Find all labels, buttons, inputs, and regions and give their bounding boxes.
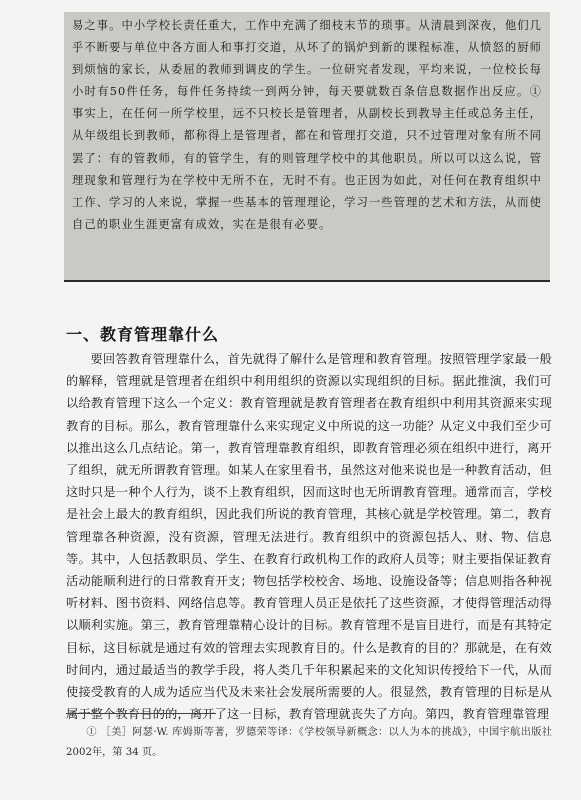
- footnote: ① ［美］阿瑟·W. 库姆斯等著，罗德荣等译：《学校领导新概念：以人为本的挑战》，中国宇航出版社 2002年，第 34 页。: [66, 727, 552, 758]
- footnote-separator: [66, 713, 216, 714]
- section-heading: 一、教育管理靠什么: [66, 325, 220, 344]
- shaded-passage-box: [64, 12, 550, 282]
- body-paragraph: 要回答教育管理靠什么，首先就得了解什么是管理和教育管理。按照管理学家最一般的解释，管理就是管理者在组织中利用组织的资源以实现组织的目标。据此推演，我们可以给教育管理下这么一个定义：教育管理就是教育管理者在教育组织中利用其资源来实现教育的目标。那么，教育管理靠什么来实现定义中所说的这一功能？从定义中我们至少可以推出这么几点结论。第一，教育管理靠教育组织，即教育管理必须在组织中进行，离开了组织，就无所谓教育管理。如某人在家里看书，虽然这对他来说也是一种教育活动，但这时只是一种个人行为，谈不上教育组织，因而这时也无所谓教育管理。通常而言，学校是社会上最大的教育组织，因此我们所说的教育管理，其核心就是学校管理。第二，教育管理靠各种资源，没有资源，管理无法进行。教育组织中的资源包括人、财、物、信息等。其中，人包括教职员、学生、在教育行政机构工作的政府人员等；财主要指保证教育活动能顺利进行的日常教育开支；物包括学校校舍、场地、设施设备等；信息则指各种视听材料、图书资料、网络信息等。教育管理人员正是依托了这些资源，才使得管理活动得以顺利实施。第三，教育管理靠精心设计的目标。教育管理不是盲目进行，而是有其特定目标，这目标就是通过有效的管理去实现教育目的。什么是教育的目的？那就是，在有效时间内，通过最适当的教学手段，将人类几千年积累起来的文化知识传授给下一代，从而使接受教育的人成为适应当代及未来社会发展所需要的人。很显然，教育管理的目标是从属于整个教育目的的，离开了这一目标，教育管理就丧失了方向。第四，教育管理靠管理: [66, 352, 552, 722]
- shaded-passage-text: 易之事。中小学校长责任重大，工作中充满了细枝末节的琐事。从清晨到深夜，他们几乎不断要与单位中各方面人和事打交道，从坏了的锅炉到新的课程标准，从愤怒的厨师到烦恼的家长，从委屈的教师到调皮的学生。一位研究者发现，平均来说，一位校长每小时有50件任务，每件任务持续一到两分钟，每天要就数百条信息数据作出反应。① 事实上，在任何一所学校里，远不只校长是管理者，从副校长到教导主任或总务主任，从年级组长到教师，都称得上是管理者，都在和管理打交道，只不过管理对象有所不同罢了：有的管教师，有的管学生，有的则管理学校中的其他职员。所以可以这么说，管理现象和管理行为在学校中无所不在，无时不有。也正因为如此，对任何在教育组织中工作、学习的人来说，掌握一些基本的管理理论，学习一些管理的艺术和方法，从而使自己的职业生涯更富有成效，实在是很有必要。: [72, 19, 542, 231]
